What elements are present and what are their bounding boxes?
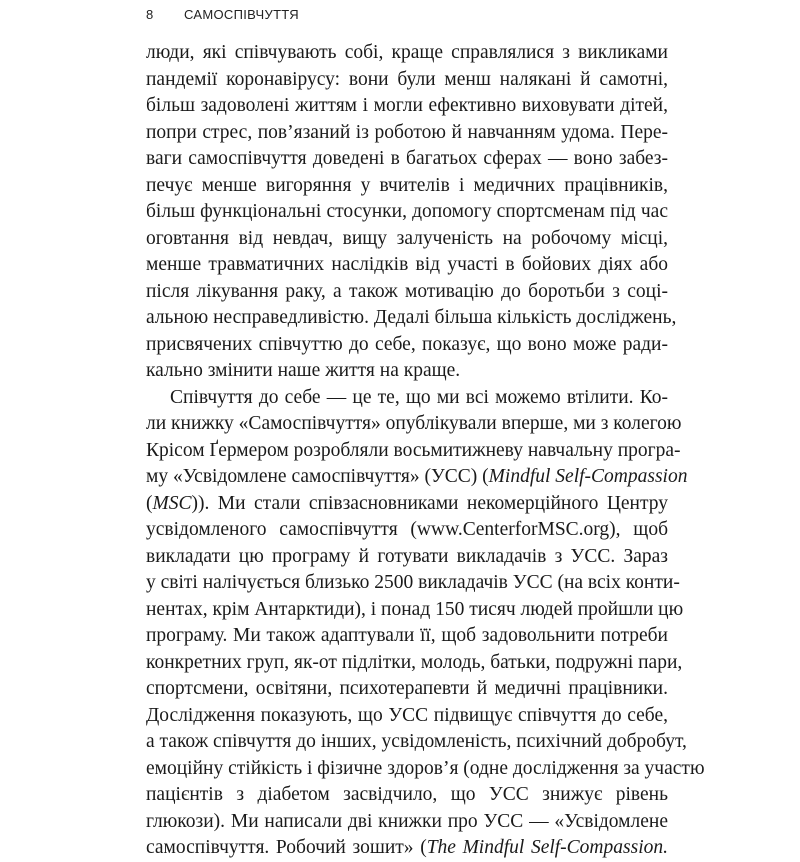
text-run: присвячених співчуттю до себе, показує, що воно може ради- [146,333,668,355]
paragraph [146,40,677,385]
text-line [146,464,688,491]
text-run: більш функціональні стосунки, допомогу спортсменам під час [146,201,668,222]
text-line [146,835,668,862]
running-title: САМОСПІВЧУТТЯ [184,6,299,22]
text-line [146,332,668,359]
text-run: після лікування раку, а також мотивацію до боротьби з соці- [146,280,668,302]
text-line [146,438,681,465]
text-run: Співчуття до себе — це те, що ми всі можемо втілити. Ко- [170,386,668,408]
text-run: му «Усвідомлене самоспівчуття» (УСС) ( [146,466,489,487]
text-run: оговтання від невдач, вищу залученість на робочому місці, [146,227,668,249]
text-run: альною несправедливістю. Дедалі більша кількість досліджень, [146,307,677,328]
text-run: пандемії коронавірусу: вони були менш налякані й самотні, [146,68,668,90]
text-run: глюкози). Ми написали дві книжки про УСС — «Усвідомлене [146,810,668,832]
text-line [146,544,668,571]
text-line [146,67,668,94]
text-line [146,226,668,253]
text-run: попри стрес, пов’язаний із роботою й навчанням удома. Пере- [146,121,668,143]
text-run: люди, які співчувають собі, краще справлялися з викликами [146,42,668,63]
text-line [146,809,668,836]
text-run: )). Ми стали співзасновниками некомерційного Центру [191,492,668,514]
text-line [146,703,668,730]
text-run: ( [146,492,153,514]
text-run: Крісом Ґермером розробляли восьмитижневу навчальну програ- [146,439,681,461]
text-run: ли книжку «Самоспівчуття» опублікували вперше, ми з колегою [146,413,682,434]
text-line [146,40,668,67]
italic-text: MSC [152,492,192,514]
text-line [146,570,680,597]
text-run: викладати цю програму й готувати викладачів з УСС. Зараз [146,545,668,567]
text-run: менше травматичних наслідків від участі в бойових діях або [146,254,668,275]
text-line [146,279,668,306]
text-line [146,411,682,438]
text-line [146,385,668,412]
text-line [146,120,668,147]
paragraph [146,385,705,862]
text-run: самоспівчуття. Робочий зошит» ( [146,837,427,858]
text-line [146,597,684,624]
text-run: усвідомленого самоспівчуття (www.CenterforMSC.org), щоб [146,519,668,540]
italic-text: Mindful Self-Compassion [488,466,688,487]
text-line [146,173,668,200]
text-line [146,146,668,173]
text-line [146,756,705,783]
running-header [146,4,299,24]
text-run: програму. Ми також адаптували її, щоб задовольнити потреби [146,625,668,646]
text-line [146,729,687,756]
text-line [146,676,668,703]
text-line [146,650,683,677]
text-run: ваги самоспівчуття доведені в багатьох сферах — воно забез- [146,148,668,169]
text-line [146,252,668,279]
text-run: конкретних груп, як-от підлітки, молодь, батьки, подружні пари, [146,651,683,673]
text-run: нентах, крім Антарктиди), і понад 150 тисяч людей пройшли цю [146,598,684,620]
text-line [146,623,668,650]
text-run: Дослідження показують, що УСС підвищує співчуття до себе, [146,704,668,726]
text-run: більш задоволені життям і могли ефективно виховувати дітей, [146,95,668,116]
text-line [146,93,668,120]
text-line [146,517,668,544]
text-run: печує менше вигоряння у вчителів і медичних працівників, [146,174,668,196]
text-run: у світі налічується близько 2500 викладачів УСС (на всіх конти- [146,572,680,593]
text-line [146,358,668,385]
text-run: а також співчуття до інших, усвідомленість, психічний добробут, [146,731,687,752]
text-line [146,491,668,518]
text-run: спортсмени, освітяни, психотерапевти й медичні працівники. [146,678,668,699]
text-run: кально змінити наше життя на краще. [146,360,461,381]
text-run: емоційну стійкість і фізичне здоров’я (одне дослідження за участю [146,757,705,779]
text-line [146,199,668,226]
text-line [146,782,668,809]
page-number: 8 [146,6,154,22]
italic-text: The Mindful Self-Compassion. [426,837,668,858]
text-run: пацієнтів з діабетом засвідчило, що УСС знижує рівень [146,784,668,805]
text-line [146,305,677,332]
body-text [146,40,705,862]
